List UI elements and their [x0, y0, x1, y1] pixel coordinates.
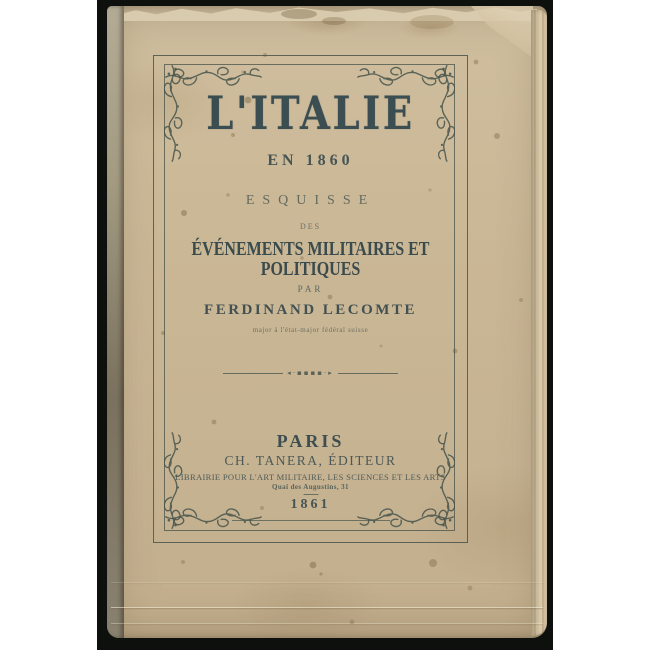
book-cover: [107, 6, 547, 638]
byline-label: PAR: [297, 284, 324, 294]
photo-backdrop: [97, 0, 553, 650]
crease-line: [111, 607, 543, 608]
bottom-ornament-rule: [232, 520, 390, 521]
crease-line: [111, 582, 543, 583]
subtitle: ÉVÉNEMENTS MILITAIRES ET POLITIQUES: [191, 238, 430, 280]
series-connector: DES: [299, 222, 322, 231]
author-name: FERDINAND LECOMTE: [204, 302, 417, 318]
crease-line: [111, 623, 543, 624]
series-label: ESQUISSE: [245, 193, 376, 208]
imprint-year: 1861: [290, 497, 331, 512]
divider-ornament-icon: [154, 370, 467, 377]
imprint-city: PARIS: [276, 431, 345, 451]
title-year: EN 1860: [267, 152, 354, 169]
divider-line-right: [338, 373, 398, 374]
divider-line-left: [223, 373, 283, 374]
book-spine: [107, 6, 124, 638]
book-title: L'ITALIE: [206, 86, 415, 140]
printed-frame: [153, 55, 468, 543]
address-rule: [303, 494, 318, 495]
bent-corner: [471, 6, 533, 58]
page-edges: [531, 10, 547, 636]
imprint-publisher: CH. TANERA, ÉDITEUR: [224, 453, 397, 468]
imprint-address: Quai des Augustins, 31: [272, 483, 349, 491]
imprint-librairie: LIBRAIRIE POUR L'ART MILITAIRE, LES SCIENCES ET LES ARTS: [175, 472, 446, 482]
divider-glyphs: ◂·▪▪▪▪·▸: [287, 369, 334, 377]
author-title: major à l'état-major fédéral suisse: [252, 326, 369, 334]
